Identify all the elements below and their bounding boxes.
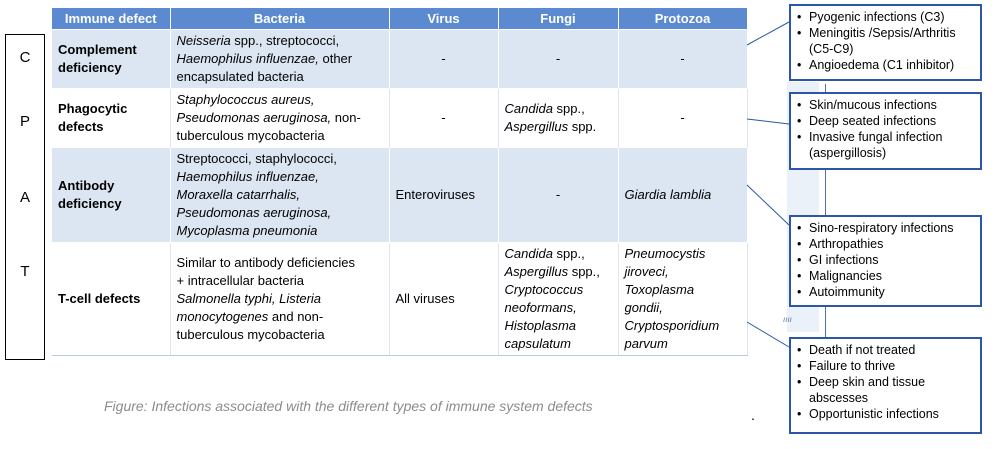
italic-text: monocytogenes	[176, 309, 269, 324]
plain-text: -	[680, 110, 685, 125]
box-item: • Sino-respiratory infections	[807, 220, 974, 236]
small-glyph: ıııı	[783, 315, 792, 324]
italic-text: Giardia lamblia	[624, 187, 712, 202]
plain-text: tuberculous mycobacteria	[176, 327, 325, 342]
italic-text: neoformans,	[504, 300, 577, 315]
italic-text: Cryptosporidium	[624, 318, 720, 333]
box-item: • Meningitis /Sepsis/Arthritis (C5-C9)	[807, 25, 974, 57]
antibody-box	[789, 215, 982, 307]
plain-text: All viruses	[395, 291, 455, 306]
plain-text: spp.,	[568, 264, 600, 279]
connector-tcell	[747, 322, 789, 347]
plain-text: encapsulated bacteria	[176, 69, 304, 84]
italic-text: Salmonella typhi, Listeria	[176, 291, 322, 306]
plain-text: Streptococci, staphylococci,	[176, 151, 337, 166]
complement-box	[789, 4, 982, 81]
plain-text: spp.	[568, 119, 597, 134]
italic-text: Cryptococcus	[504, 282, 584, 297]
figure-caption: Figure: Infections associated with the different types of immune system defects	[104, 398, 593, 414]
header-immune-defect: Immune defect	[52, 8, 170, 30]
defect-line: Antibody	[58, 178, 115, 193]
cpat-letter-c: C	[19, 49, 31, 66]
box-item: • Arthropathies	[807, 236, 974, 252]
box-item: • Failure to thrive	[807, 358, 974, 374]
italic-text: Staphylococcus aureus,	[176, 92, 315, 107]
box-item: • Pyogenic infections (C3)	[807, 9, 974, 25]
header-virus: Virus	[389, 8, 498, 30]
plain-text: spp.,	[552, 101, 585, 116]
plain-text: Enteroviruses	[395, 187, 475, 202]
italic-text: Pseudomonas aeruginosa,	[176, 110, 332, 125]
header-protozoa: Protozoa	[618, 8, 747, 30]
plain-text: -	[441, 110, 446, 125]
tcell-box	[789, 337, 982, 434]
italic-text: gondii,	[624, 300, 663, 315]
italic-text: Candida	[504, 101, 553, 116]
plain-text: + intracellular bacteria	[176, 273, 305, 288]
box-item: • Skin/mucous infections	[807, 97, 974, 113]
plain-text: other	[318, 51, 353, 66]
box-item: • Opportunistic infections	[807, 406, 974, 422]
italic-text: Pneumocystis	[624, 246, 706, 261]
plain-text: non-	[331, 110, 361, 125]
cpat-letter-t: T	[20, 263, 30, 280]
italic-text: Neisseria	[176, 33, 231, 48]
plain-text: -	[555, 187, 561, 202]
italic-text: Histoplasma	[504, 318, 577, 333]
defect-line: Phagocytic	[58, 101, 128, 116]
defect-line: deficiency	[58, 196, 122, 211]
cpat-letter-p: P	[19, 113, 30, 130]
box-item: • Invasive fungal infection (aspergillosis)	[807, 129, 974, 161]
box-item: • Deep seated infections	[807, 113, 974, 129]
box-item: • Autoimmunity	[807, 284, 974, 300]
plain-text: spp.,	[552, 246, 585, 261]
italic-text: Aspergillus	[504, 264, 569, 279]
plain-text: -	[680, 51, 685, 66]
italic-text: Mycoplasma pneumonia	[176, 223, 318, 238]
phagocytic-box	[789, 92, 982, 170]
box-item: • GI infections	[807, 252, 974, 268]
header-fungi: Fungi	[498, 8, 618, 30]
plain-text: and non-	[268, 309, 324, 324]
connector-complement	[747, 22, 789, 45]
italic-text: capsulatum	[504, 336, 571, 351]
box-item: • Death if not treated	[807, 342, 974, 358]
italic-text: Haemophilus influenzae,	[176, 169, 319, 184]
box-item: • Deep skin and tissue abscesses	[807, 374, 974, 406]
italic-text: jiroveci,	[624, 264, 669, 279]
italic-text: parvum	[624, 336, 668, 351]
defect-line: Complement	[58, 42, 137, 57]
italic-text: Moraxella catarrhalis,	[176, 187, 301, 202]
connector-antibody	[747, 185, 789, 225]
plain-text: tuberculous mycobacteria	[176, 128, 325, 143]
stray-dot: .	[751, 407, 755, 423]
italic-text: Aspergillus	[504, 119, 569, 134]
italic-text: Haemophilus influenzae,	[176, 51, 319, 66]
box-item: • Angioedema (C1 inhibitor)	[807, 57, 974, 73]
italic-text: Candida	[504, 246, 553, 261]
italic-text: Pseudomonas aeruginosa,	[176, 205, 332, 220]
plain-text: -	[441, 51, 446, 66]
defect-line: T-cell defects	[58, 291, 141, 306]
plain-text: Similar to antibody deficiencies	[176, 255, 355, 270]
plain-text: spp., streptococci,	[230, 33, 340, 48]
italic-text: Toxoplasma	[624, 282, 695, 297]
defect-line: defects	[58, 119, 104, 134]
defect-line: deficiency	[58, 60, 122, 75]
cpat-letter-a: A	[19, 189, 30, 206]
connector-phagocytic	[747, 119, 789, 124]
header-bacteria: Bacteria	[170, 8, 389, 30]
box-item: • Malignancies	[807, 268, 974, 284]
plain-text: -	[555, 51, 561, 66]
